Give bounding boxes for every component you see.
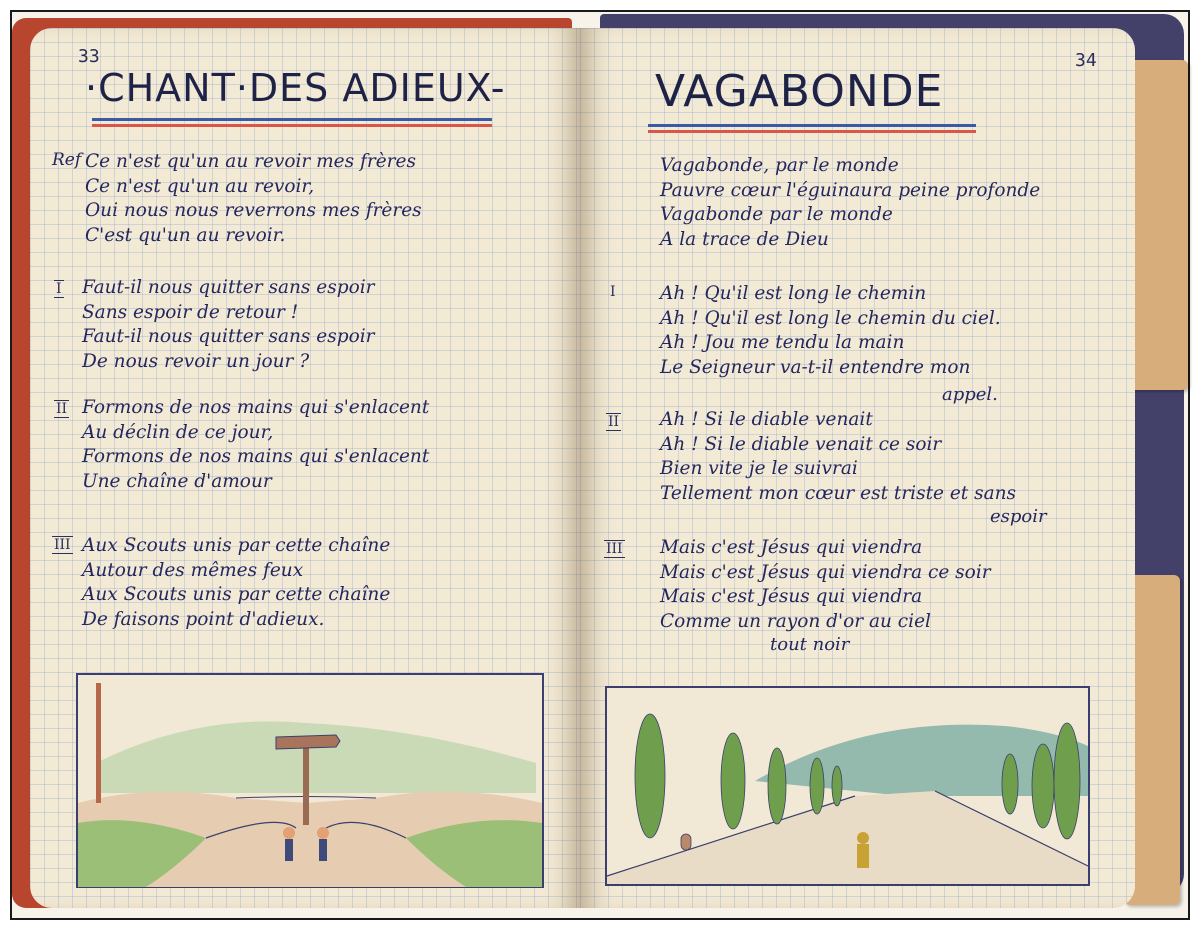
- title-underline-red: [648, 130, 976, 133]
- verse-line: Formons de nos mains qui s'enlacent: [82, 446, 430, 467]
- verse-line: Aux Scouts unis par cette chaîne: [82, 535, 391, 556]
- verse-line: Ah ! Qu'il est long le chemin: [660, 283, 927, 304]
- stanza-3: [82, 534, 390, 632]
- refrain-marker: Ref: [52, 150, 82, 170]
- left-page: [30, 28, 580, 908]
- title-underline-red: [92, 124, 492, 127]
- verse-line: Bien vite je le suivrai: [660, 458, 858, 479]
- verse-line: De faisons point d'adieux.: [82, 608, 325, 630]
- line-continuation: appel.: [942, 384, 998, 405]
- verse-line: Vagabonde, par le monde: [660, 155, 899, 176]
- verse-line: Ah ! Si le diable venait ce soir: [660, 433, 942, 455]
- stanza-marker: I: [56, 281, 62, 297]
- page-number: 33: [78, 46, 100, 67]
- road-milestone: [681, 834, 691, 850]
- verse-line: Mais c'est Jésus qui viendra ce soir: [660, 561, 991, 583]
- verse-line: Autour des mêmes feux: [82, 559, 304, 581]
- verse-line: Faut-il nous quitter sans espoir: [82, 326, 375, 347]
- verse-line: Formons de nos mains qui s'enlacent: [82, 397, 430, 418]
- verse-line: Ce n'est qu'un au revoir mes frères: [85, 151, 416, 172]
- song-title: VAGABONDE: [655, 66, 944, 117]
- stanza-marker: II: [56, 401, 68, 417]
- line-continuation: espoir: [990, 506, 1047, 527]
- stanza-marker: I: [610, 284, 616, 300]
- verse-line: Le Seigneur va-t-il entendre mon: [660, 356, 971, 378]
- illustration-signpost-crossroads: [76, 673, 544, 888]
- verse-line: Mais c'est Jésus qui viendra: [660, 537, 923, 558]
- title-underline-blue: [92, 118, 492, 121]
- verse-line: Ah ! Si le diable venait: [660, 409, 873, 430]
- verse-line: Comme un rayon d'or au ciel: [660, 610, 931, 632]
- verse-line: Oui nous nous reverrons mes frères: [85, 200, 422, 221]
- verse-line: Vagabonde par le monde: [660, 204, 893, 225]
- walker-head: [857, 832, 869, 844]
- page-tab-upper: [1128, 60, 1188, 390]
- verse-line: A la trace de Dieu: [660, 228, 829, 250]
- stanza-1: [660, 282, 1001, 380]
- verse-line: De nous revoir un jour ?: [82, 350, 310, 372]
- scout-figure-left: [283, 827, 295, 839]
- line-continuation: tout noir: [770, 634, 850, 655]
- verse-line: Une chaîne d'amour: [82, 470, 272, 492]
- stanza-2: [82, 396, 429, 494]
- stanza-3: [660, 536, 991, 634]
- verse-line: Ce n'est qu'un au revoir,: [85, 175, 315, 197]
- stanza-marker: II: [608, 414, 620, 430]
- right-page: [580, 28, 1135, 908]
- verse-line: C'est qu'un au revoir.: [85, 224, 286, 246]
- walker-figure: [857, 844, 869, 868]
- stanza-1: [82, 276, 374, 374]
- stanza-marker: III: [606, 541, 623, 557]
- scout-body-right: [319, 839, 327, 861]
- refrain: [85, 150, 422, 248]
- title-underline-blue: [648, 124, 976, 127]
- verse-line: Faut-il nous quitter sans espoir: [82, 277, 375, 298]
- verse-line: Sans espoir de retour !: [82, 301, 299, 323]
- verse-line: Tellement mon cœur est triste et sans: [660, 482, 1017, 504]
- verse-line: Ah ! Qu'il est long le chemin du ciel.: [660, 307, 1001, 329]
- scout-body-left: [285, 839, 293, 861]
- illustration-road-cypress: [605, 686, 1090, 886]
- signpost-pole: [303, 745, 309, 825]
- verse-line: Pauvre cœur l'éguinaura peine profonde: [660, 179, 1041, 201]
- verse-line: Ah ! Jou me tendu la main: [660, 332, 905, 353]
- refrain: [660, 154, 1040, 252]
- stanza-marker: III: [54, 537, 71, 553]
- song-title: ·CHANT·DES ADIEUX-: [85, 66, 506, 110]
- left-tree-trunk: [96, 683, 101, 803]
- verse-line: Mais c'est Jésus qui viendra: [660, 586, 923, 607]
- verse-line: Au déclin de ce jour,: [82, 421, 274, 443]
- scout-figure-right: [317, 827, 329, 839]
- verse-line: Aux Scouts unis par cette chaîne: [82, 584, 391, 605]
- page-number: 34: [1075, 50, 1097, 71]
- signpost-arm: [276, 735, 340, 749]
- stanza-2: [660, 408, 1016, 506]
